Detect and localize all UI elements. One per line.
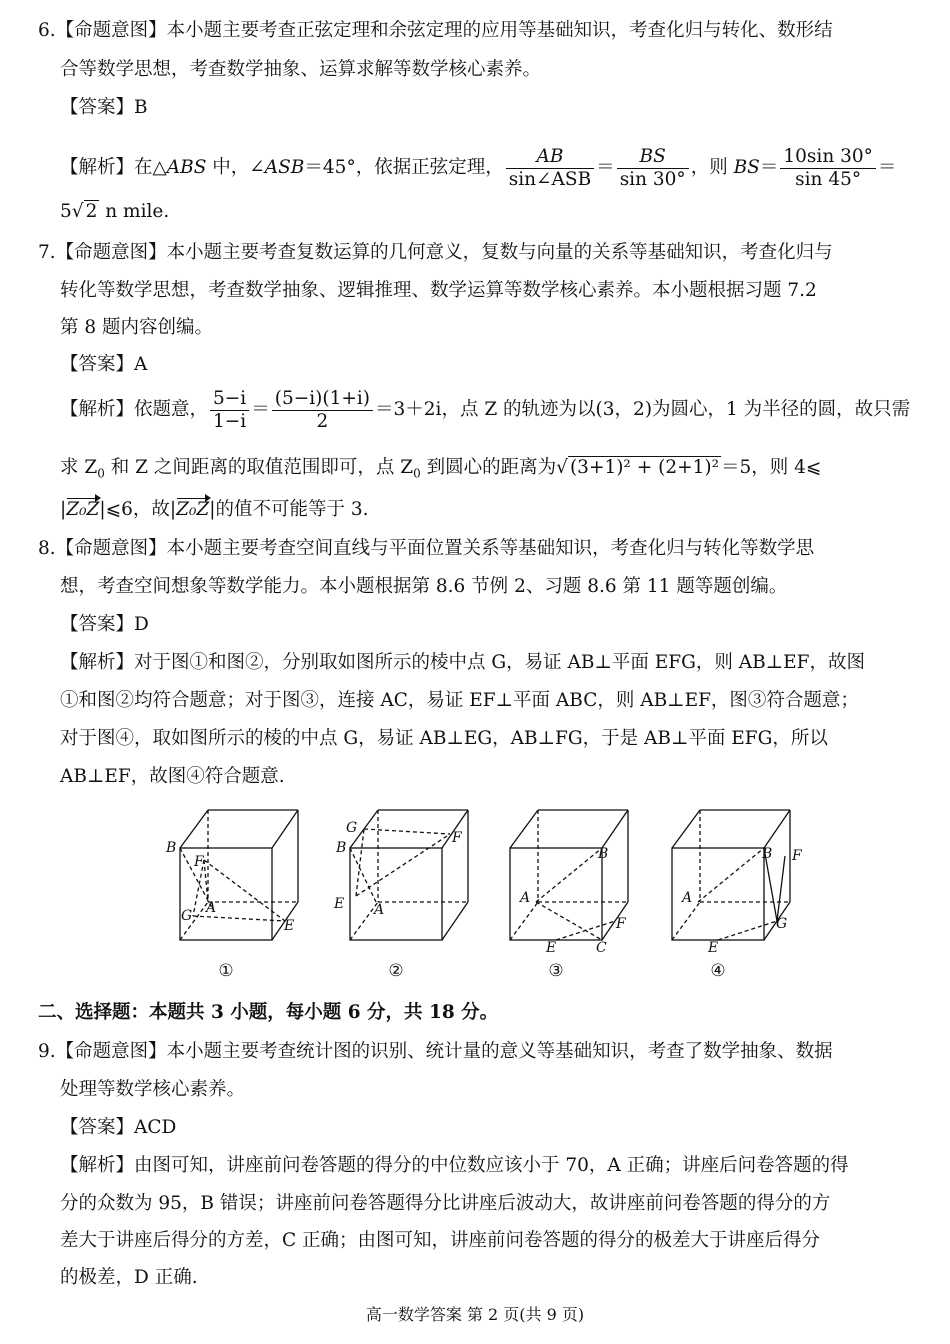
fig1-label-b: B	[166, 840, 177, 856]
q7-f1-den: 1−i	[213, 410, 247, 432]
q8-intent-line1: 8.【命题意图】本小题主要考查空间直线与平面位置关系等基础知识，考查化归与转化等数学思	[38, 538, 815, 559]
q7-l6-b: |⩽6，故|	[99, 499, 177, 520]
q9-explanation-line3: 差大于讲座后得分的方差，C 正确；由图可知，讲座前问卷答题的得分的极差大于讲座后得分	[60, 1230, 821, 1251]
q6-bs: BS	[733, 157, 760, 178]
q6-eq2: ＝	[759, 157, 779, 178]
q9-explanation-line1: 【解析】由图可知，讲座前问卷答题的得分的中位数应该小于 70，A 正确；讲座后问卷答题的得	[60, 1155, 849, 1176]
fig1-label-g: G	[181, 908, 193, 924]
fig4-label-e: E	[708, 940, 719, 956]
q6-result-sqrt: 2	[85, 201, 98, 222]
q9-answer: 【答案】ACD	[60, 1117, 177, 1138]
fig4-label-b: B	[762, 846, 773, 862]
q6-explanation-line2: 5√ 2 n mile.	[60, 201, 170, 222]
q6-frac3-num: 10sin 30°	[780, 146, 876, 169]
q8-explanation-line3: 对于图④，取如图所示的棱的中点 G，易证 AB⊥EG，AB⊥FG，于是 AB⊥平面 EFG，所以	[60, 728, 828, 749]
fig2-label-g: G	[346, 820, 358, 836]
q8-explanation-line2: ①和图②均符合题意；对于图③，连接 AC，易证 EF⊥平面 ABC，则 AB⊥EF，图③符合题意；	[60, 690, 859, 711]
fig1-label-e: E	[284, 918, 295, 934]
q7-sqrt-body: (3+1)² + (2+1)²	[569, 457, 720, 478]
q8-intent-line2: 想，考查空间想象等数学能力。本小题根据第 8.6 节例 2、习题 8.6 第 11 题等题创编。	[60, 576, 788, 597]
fig2-label-e: E	[334, 896, 345, 912]
q6-fraction-bs	[617, 146, 689, 191]
q7-l5-d: ＝5，则 4⩽	[721, 457, 822, 478]
q7-fraction-2	[272, 388, 373, 433]
q9-intent-line2: 处理等数学核心素养。	[60, 1079, 246, 1100]
q7-intent-line2: 转化等数学思想，考查数学抽象、逻辑推理、数学运算等数学核心素养。本小题根据习题 7.2	[60, 280, 817, 301]
q7-intent-line3: 第 8 题内容创编。	[60, 317, 214, 338]
fig3-label-a: A	[520, 890, 531, 906]
q7-l5-c: 到圆心的距离为	[420, 457, 557, 478]
cube-figure-2	[350, 810, 468, 940]
fig4-label-g: G	[776, 916, 788, 932]
q7-expl-head: 【解析】依题意，	[60, 399, 209, 420]
q6-frac1-den: sin∠ASB	[508, 168, 592, 190]
page-footer: 高一数学答案 第 2 页(共 9 页)	[365, 1305, 585, 1324]
q6-frac2-num: BS	[617, 146, 689, 169]
q7-explanation-line3	[60, 497, 369, 523]
q7-f2-den: 2	[316, 410, 329, 432]
q6-then: ，则	[690, 157, 734, 178]
cube-figure-3	[510, 810, 628, 940]
fig2-label-a: A	[374, 902, 385, 918]
q6-expl-eq: ＝45°，依据正弦定理，	[304, 157, 504, 178]
fig1-caption: ①	[218, 961, 234, 981]
q6-result-coef: 5	[60, 201, 72, 222]
q6-frac1-num: AB	[506, 146, 594, 169]
fig2-label-f: F	[452, 830, 462, 846]
q6-eq3: ＝	[877, 157, 897, 178]
q6-intent-line1: 6.【命题意图】本小题主要考查正弦定理和余弦定理的应用等基础知识，考查化归与转化、数形结	[38, 20, 833, 41]
q8-explanation-line4: AB⊥EF，故图④符合题意.	[60, 766, 285, 787]
q6-intent-line2: 合等数学思想，考查数学抽象、运算求解等数学核心素养。	[60, 59, 542, 80]
fig3-label-b: B	[598, 846, 609, 862]
q7-vector-z0z: Z₀Z	[66, 497, 99, 523]
q7-fraction-1	[210, 388, 249, 433]
q9-intent-line1: 9.【命题意图】本小题主要考查统计图的识别、统计量的意义等基础知识，考查了数学抽象、数据	[38, 1041, 833, 1062]
q7-explanation-line2: 求 $Z_0$ 和 Z 之间距离的取值范围即可，点 $Z_0$ 到圆心的距离为√ (3+1)² + (2+1)² ＝5，则 4⩽	[60, 457, 822, 481]
q7-f2-num: (5−i)(1+i)	[272, 388, 373, 411]
q6-fraction-result	[780, 146, 876, 191]
fig2-caption: ②	[388, 961, 404, 981]
fig2-label-b: B	[336, 840, 347, 856]
cube-figures	[160, 800, 820, 990]
q6-expl-head: 【解析】在△	[60, 157, 167, 178]
q6-expl-mid: 中，∠	[206, 157, 265, 178]
q7-explanation-line1	[60, 385, 910, 435]
q8-answer: 【答案】D	[60, 614, 149, 635]
q6-angle-asb: ASB	[264, 157, 305, 178]
q8-explanation-line1: 【解析】对于图①和图②，分别取如图所示的棱中点 G，易证 AB⊥平面 EFG，则 AB⊥EF，故图	[60, 652, 865, 673]
fig3-caption: ③	[548, 961, 564, 981]
fig1-label-f: F	[194, 854, 204, 870]
q6-fraction-ab	[506, 146, 594, 191]
q7-intent-line1: 7.【命题意图】本小题主要考查复数运算的几何意义，复数与向量的关系等基础知识，考查化归与	[38, 242, 833, 263]
cube-figure-4	[672, 810, 790, 940]
q9-explanation-line2: 分的众数为 95，B 错误；讲座前问卷答题得分比讲座后波动大，故讲座前问卷答题的得分的方	[60, 1193, 831, 1214]
q7-expl-rest: ＝3＋2i，点 Z 的轨迹为以(3，2)为圆心，1 为半径的圆，故只需	[374, 399, 911, 420]
q7-vector-z0z-2: Z₀Z	[176, 497, 209, 523]
q9-explanation-line4: 的极差，D 正确.	[60, 1267, 198, 1288]
q6-result-unit: n mile.	[99, 201, 170, 222]
q6-frac3-den: sin 45°	[795, 168, 862, 190]
fig1-label-a: A	[206, 900, 217, 916]
q7-l6-c: |的值不可能等于 3.	[209, 499, 369, 520]
q7-l5-b: 和 Z 之间距离的取值范围即可，点 Z	[104, 457, 414, 478]
q7-eq-a: ＝	[251, 399, 270, 420]
fig4-caption: ④	[710, 961, 726, 981]
fig3-label-e: E	[546, 940, 557, 956]
q6-frac2-den: sin 30°	[619, 168, 686, 190]
q6-eq1: ＝	[596, 157, 615, 178]
q6-explanation-line1	[60, 143, 896, 193]
fig4-label-a: A	[682, 890, 693, 906]
fig4-label-f: F	[792, 848, 802, 864]
q6-answer: 【答案】B	[60, 97, 148, 118]
q7-answer: 【答案】A	[60, 354, 148, 375]
q6-triangle-abs: ABS	[166, 157, 207, 178]
cube-figure-1	[180, 810, 298, 940]
fig3-label-f: F	[616, 916, 626, 932]
q7-abs-open: |	[60, 499, 67, 520]
q7-f1-num: 5−i	[210, 388, 249, 411]
fig3-label-c: C	[596, 940, 607, 956]
q7-l5-a: 求 Z	[60, 457, 98, 478]
section-2-heading: 二、选择题：本题共 3 小题，每小题 6 分，共 18 分。	[38, 1002, 499, 1023]
